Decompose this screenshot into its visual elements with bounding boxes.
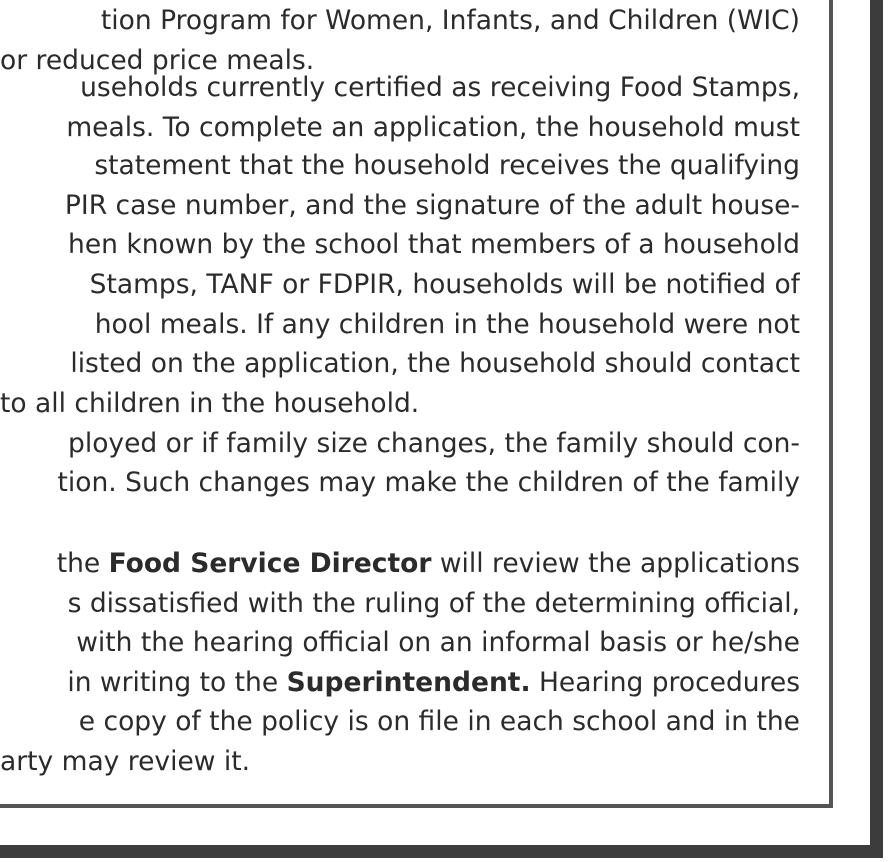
- text-line: ployed or if family size changes, the family should con-: [68, 428, 800, 459]
- text-line: with the hearing official on an informal basis or he/she: [76, 627, 800, 658]
- text-run: will review the applications: [431, 548, 800, 579]
- text-line-with-bold: [57, 544, 800, 584]
- text-line: hen known by the school that members of a household: [68, 229, 800, 260]
- text-line: statement that the household receives the qualifying: [94, 150, 800, 181]
- text-line: tion. Such changes may make the children of the family: [57, 467, 800, 498]
- text-line: PIR case number, and the signature of the adult house-: [64, 190, 800, 221]
- text-line: hool meals. If any children in the household were not: [94, 309, 800, 340]
- text-line: to all children in the household.: [0, 388, 420, 419]
- text-line: listed on the application, the household should contact: [70, 348, 800, 379]
- text-line: meals. To complete an application, the household must: [66, 112, 800, 143]
- bold-term-superintendent: Superintendent.: [286, 667, 531, 698]
- text-line: or reduced price meals.: [0, 45, 315, 76]
- text-line: Stamps, TANF or FDPIR, households will be notified of: [89, 269, 800, 300]
- text-line: arty may review it.: [0, 746, 251, 777]
- text-line: tion Program for Women, Infants, and Children (WIC): [100, 5, 800, 36]
- text-line-with-bold: [67, 663, 800, 703]
- text-line: e copy of the policy is on file in each school and in the: [78, 706, 800, 737]
- text-run: Hearing procedures: [530, 667, 800, 698]
- bold-term-food-service-director: Food Service Director: [108, 548, 432, 579]
- text-run: the: [56, 548, 109, 579]
- text-line: s dissatisfied with the ruling of the determining official,: [67, 588, 800, 619]
- text-run: in writing to the: [67, 667, 287, 698]
- text-line: useholds currently certified as receiving Food Stamps,: [80, 72, 800, 103]
